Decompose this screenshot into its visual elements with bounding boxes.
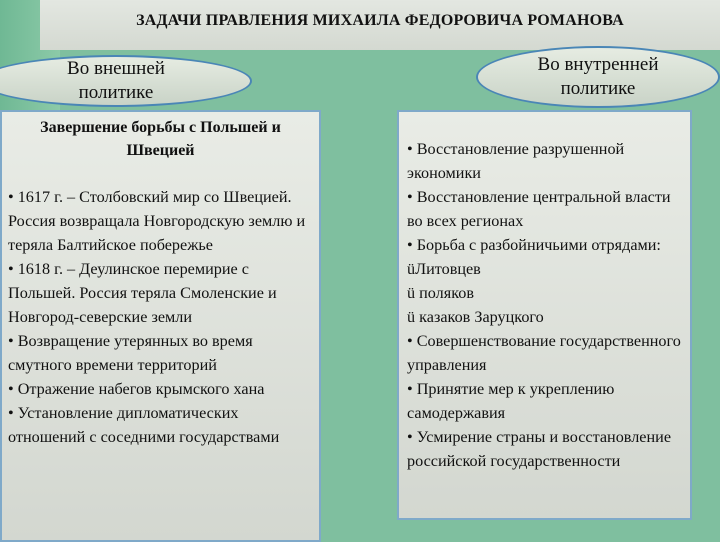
list-item: • Принятие мер к укреплению самодержавия	[407, 380, 615, 422]
list-item: • 1617 г. – Столбовский мир со Швецией. Россия возвращала Новгородскую землю и теряла Балтийское побережье	[8, 188, 306, 254]
foreign-policy-panel	[0, 110, 321, 542]
list-item: • Совершенствование государственного управления	[407, 332, 681, 374]
list-item: • 1618 г. – Деулинское перемирие с Польшей. Россия теряла Смоленские и Новгород-северские земли	[8, 260, 277, 326]
list-item: • Восстановление центральной власти во всех регионах	[407, 188, 671, 230]
domestic-policy-panel	[397, 110, 692, 520]
page-title: ЗАДАЧИ ПРАВЛЕНИЯ МИХАИЛА ФЕДОРОВИЧА РОМАНОВА	[136, 12, 624, 29]
foreign-policy-heading: Завершение борьбы с Польшей и Швецией	[40, 119, 281, 159]
foreign-policy-oval	[0, 55, 252, 107]
list-item: • Борьба с разбойничьими отрядами:	[407, 236, 661, 254]
list-item: üЛитовцев	[407, 260, 481, 278]
foreign-policy-label: Во внешней политике	[67, 58, 165, 103]
list-item: ü казаков Заруцкого	[407, 308, 544, 326]
list-item: • Отражение набегов крымского хана	[8, 380, 265, 398]
domestic-policy-label: Во внутренней политике	[537, 54, 659, 99]
list-item: • Восстановление разрушенной экономики	[407, 140, 625, 182]
list-item: • Возвращение утерянных во время смутного времени территорий	[8, 332, 253, 374]
list-item: • Установление дипломатических отношений с соседними государствами	[8, 404, 280, 446]
domestic-policy-oval	[476, 46, 720, 108]
list-item: • Усмирение страны и восстановление российской государственности	[407, 428, 672, 470]
list-item: ü поляков	[407, 284, 474, 302]
